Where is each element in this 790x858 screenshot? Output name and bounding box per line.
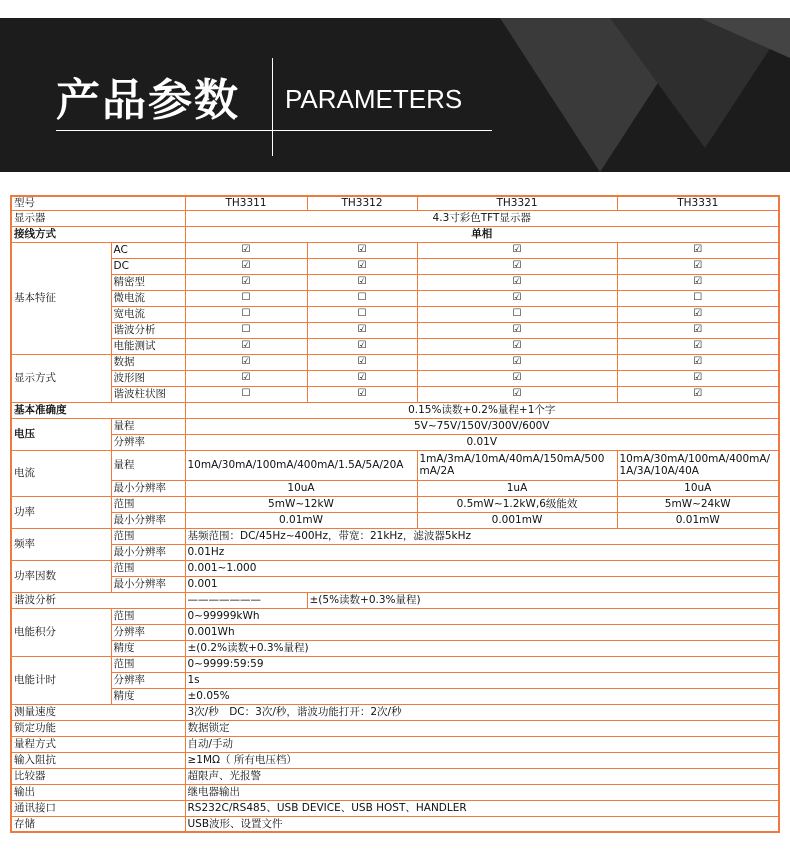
table-row [11, 704, 779, 720]
checkbox-icon: ☑ [185, 242, 307, 258]
value-cell: ±(5%读数+0.3%量程) [307, 592, 779, 608]
value-cell: 10mA/30mA/100mA/400mA/1.5A/5A/20A [185, 450, 417, 480]
value-cell: 基频范围：DC/45Hz~400Hz，带宽：21kHz，滤波器5kHz [185, 528, 779, 544]
group-label: 电压 [11, 418, 111, 450]
table-row [11, 306, 779, 322]
value-cell: 4.3寸彩色TFT显示器 [185, 210, 779, 226]
value-cell: 3次/秒 DC：3次/秒，谐波功能打开：2次/秒 [185, 704, 779, 720]
sub-label: 最小分辨率 [111, 576, 185, 592]
table-row [11, 592, 779, 608]
checkbox-icon: ☑ [417, 338, 617, 354]
feature-label: 谐波柱状图 [111, 386, 185, 402]
checkbox-icon: ☑ [617, 306, 779, 322]
table-row [11, 528, 779, 544]
value-cell: 0~99999kWh [185, 608, 779, 624]
group-label: 电流 [11, 450, 111, 496]
table-row [11, 242, 779, 258]
sub-label: 范围 [111, 560, 185, 576]
checkbox-icon: ☑ [185, 354, 307, 370]
table-row [11, 226, 779, 242]
value-cell: 0.01V [185, 434, 779, 450]
sub-label: 分辨率 [111, 434, 185, 450]
value-cell: 单相 [185, 226, 779, 242]
table-row [11, 196, 779, 210]
table-row [11, 784, 779, 800]
group-label: 功率 [11, 496, 111, 528]
table-row [11, 640, 779, 656]
checkbox-icon: ☐ [307, 290, 417, 306]
row-label: 锁定功能 [11, 720, 185, 736]
feature-label: 微电流 [111, 290, 185, 306]
checkbox-icon: ☑ [417, 370, 617, 386]
checkbox-icon: ☑ [307, 242, 417, 258]
value-cell: 1uA [417, 480, 617, 496]
row-label: 测量速度 [11, 704, 185, 720]
value-cell: 数据锁定 [185, 720, 779, 736]
value-cell: 0.001mW [417, 512, 617, 528]
feature-label: 数据 [111, 354, 185, 370]
spec-table [10, 195, 780, 833]
table-row [11, 418, 779, 434]
table-row [11, 434, 779, 450]
value-cell: 1mA/3mA/10mA/40mA/150mA/500mA/2A [417, 450, 617, 480]
group-label: 电能积分 [11, 608, 111, 656]
table-row [11, 402, 779, 418]
checkbox-icon: ☑ [307, 354, 417, 370]
value-cell: 继电器输出 [185, 784, 779, 800]
checkbox-icon: ☑ [617, 258, 779, 274]
table-row [11, 210, 779, 226]
table-row [11, 370, 779, 386]
row-label: 显示器 [11, 210, 185, 226]
checkbox-icon: ☐ [185, 306, 307, 322]
checkbox-icon: ☑ [307, 258, 417, 274]
feature-label: 谐波分析 [111, 322, 185, 338]
value-cell: 1s [185, 672, 779, 688]
checkbox-icon: ☑ [617, 338, 779, 354]
value-cell: 0.01mW [185, 512, 417, 528]
page-title-cn: 产品参数 [56, 75, 240, 126]
value-cell: 0~9999:59:59 [185, 656, 779, 672]
feature-label: 电能测试 [111, 338, 185, 354]
checkbox-icon: ☑ [417, 354, 617, 370]
table-row [11, 752, 779, 768]
value-cell: ±0.05% [185, 688, 779, 704]
value-cell: USB波形、设置文件 [185, 816, 779, 832]
table-row [11, 258, 779, 274]
checkbox-icon: ☑ [307, 386, 417, 402]
checkbox-icon: ☑ [185, 338, 307, 354]
row-label: 型号 [11, 196, 185, 210]
checkbox-icon: ☑ [617, 242, 779, 258]
value-cell: 0.5mW~1.2kW,6级能效 [417, 496, 617, 512]
model-cell: TH3312 [307, 196, 417, 210]
table-row [11, 354, 779, 370]
checkbox-icon: ☑ [307, 338, 417, 354]
model-cell: TH3331 [617, 196, 779, 210]
row-label: 接线方式 [11, 226, 185, 242]
group-label: 电能计时 [11, 656, 111, 704]
group-label: 功率因数 [11, 560, 111, 592]
checkbox-icon: ☑ [185, 370, 307, 386]
value-cell: 0.001~1.000 [185, 560, 779, 576]
sub-label: 分辨率 [111, 672, 185, 688]
value-cell: 5mW~24kW [617, 496, 779, 512]
value-cell: 超限声、光报警 [185, 768, 779, 784]
checkbox-icon: ☑ [185, 274, 307, 290]
table-row [11, 736, 779, 752]
value-cell: 5V~75V/150V/300V/600V [185, 418, 779, 434]
value-cell: 10uA [185, 480, 417, 496]
table-row [11, 672, 779, 688]
value-cell: 10uA [617, 480, 779, 496]
sub-label: 范围 [111, 608, 185, 624]
page-title-en: PARAMETERS [285, 84, 463, 114]
group-label: 基本特征 [11, 242, 111, 354]
sub-label: 精度 [111, 640, 185, 656]
checkbox-icon: ☑ [417, 242, 617, 258]
checkbox-icon: ☑ [617, 370, 779, 386]
sub-label: 分辨率 [111, 624, 185, 640]
table-row [11, 290, 779, 306]
row-label: 谐波分析 [11, 592, 185, 608]
checkbox-icon: ☑ [617, 274, 779, 290]
sub-label: 范围 [111, 656, 185, 672]
title-divider-vertical [272, 58, 273, 156]
checkbox-icon: ☐ [185, 322, 307, 338]
sub-label: 量程 [111, 418, 185, 434]
table-row [11, 560, 779, 576]
value-cell: ≥1MΩ（ 所有电压档） [185, 752, 779, 768]
table-row [11, 544, 779, 560]
sub-label: 范围 [111, 528, 185, 544]
value-cell: 0.15%读数+0.2%量程+1个字 [185, 402, 779, 418]
sub-label: 最小分辨率 [111, 480, 185, 496]
checkbox-icon: ☑ [617, 386, 779, 402]
table-row [11, 720, 779, 736]
group-label: 频率 [11, 528, 111, 560]
model-cell: TH3321 [417, 196, 617, 210]
row-label: 基本准确度 [11, 402, 185, 418]
table-row [11, 768, 779, 784]
checkbox-icon: ☑ [417, 322, 617, 338]
model-cell: TH3311 [185, 196, 307, 210]
checkbox-icon: ☐ [185, 290, 307, 306]
table-row [11, 608, 779, 624]
checkbox-icon: ☑ [307, 274, 417, 290]
table-row [11, 338, 779, 354]
sub-label: 量程 [111, 450, 185, 480]
value-cell: 自动/手动 [185, 736, 779, 752]
table-row [11, 512, 779, 528]
checkbox-icon: ☑ [185, 258, 307, 274]
checkbox-icon: ☐ [307, 306, 417, 322]
value-cell: 0.01Hz [185, 544, 779, 560]
row-label: 量程方式 [11, 736, 185, 752]
checkbox-icon: ☐ [617, 290, 779, 306]
feature-label: 波形图 [111, 370, 185, 386]
table-row [11, 688, 779, 704]
checkbox-icon: ☑ [417, 258, 617, 274]
sub-label: 最小分辨率 [111, 544, 185, 560]
table-row [11, 656, 779, 672]
row-label: 存储 [11, 816, 185, 832]
value-cell: RS232C/RS485、USB DEVICE、USB HOST、HANDLER [185, 800, 779, 816]
value-cell: 0.01mW [617, 512, 779, 528]
table-row [11, 800, 779, 816]
feature-label: AC [111, 242, 185, 258]
value-cell: 10mA/30mA/100mA/400mA/1A/3A/10A/40A [617, 450, 779, 480]
table-row [11, 274, 779, 290]
title-underline [56, 130, 492, 131]
row-label: 输入阻抗 [11, 752, 185, 768]
table-row [11, 624, 779, 640]
feature-label: 宽电流 [111, 306, 185, 322]
value-cell: ——————— [185, 592, 307, 608]
checkbox-icon: ☐ [185, 386, 307, 402]
checkbox-icon: ☑ [417, 386, 617, 402]
table-row [11, 480, 779, 496]
sub-label: 范围 [111, 496, 185, 512]
table-row [11, 450, 779, 480]
checkbox-icon: ☐ [417, 306, 617, 322]
table-row [11, 496, 779, 512]
value-cell: 0.001Wh [185, 624, 779, 640]
checkbox-icon: ☑ [307, 322, 417, 338]
row-label: 输出 [11, 784, 185, 800]
group-label: 显示方式 [11, 354, 111, 402]
table-row [11, 322, 779, 338]
value-cell: 0.001 [185, 576, 779, 592]
checkbox-icon: ☑ [617, 354, 779, 370]
value-cell: 5mW~12kW [185, 496, 417, 512]
header-banner [0, 18, 790, 172]
sub-label: 精度 [111, 688, 185, 704]
value-cell: ±(0.2%读数+0.3%量程) [185, 640, 779, 656]
checkbox-icon: ☑ [617, 322, 779, 338]
table-row [11, 576, 779, 592]
feature-label: DC [111, 258, 185, 274]
feature-label: 精密型 [111, 274, 185, 290]
checkbox-icon: ☑ [417, 290, 617, 306]
sub-label: 最小分辨率 [111, 512, 185, 528]
table-row [11, 816, 779, 832]
checkbox-icon: ☑ [417, 274, 617, 290]
row-label: 比较器 [11, 768, 185, 784]
table-row [11, 386, 779, 402]
row-label: 通讯接口 [11, 800, 185, 816]
checkbox-icon: ☑ [307, 370, 417, 386]
